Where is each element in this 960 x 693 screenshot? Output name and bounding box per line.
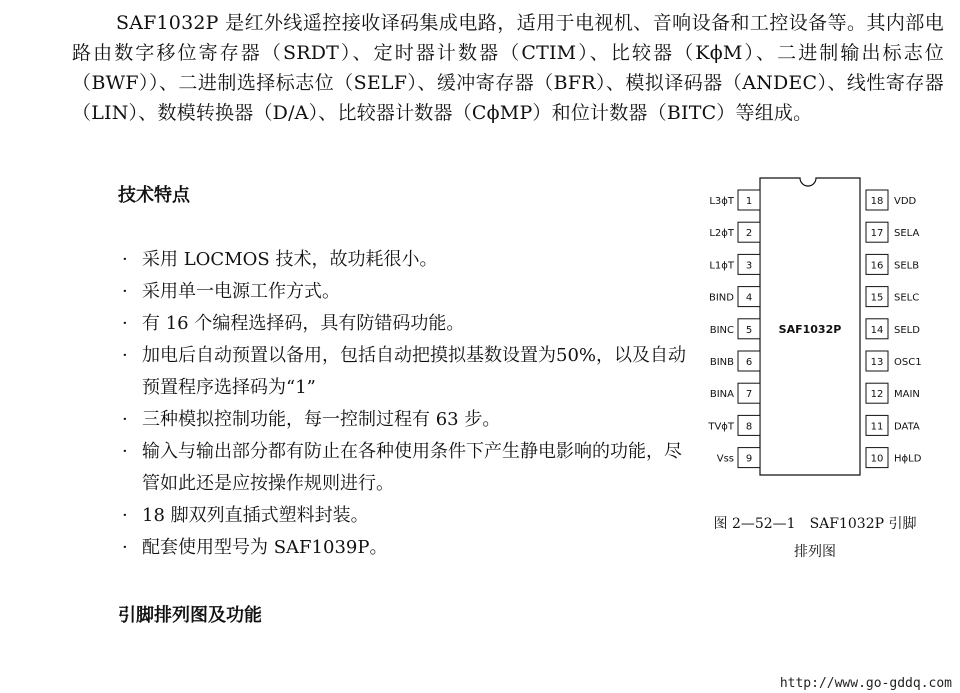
bullet: ·: [122, 441, 128, 462]
feature-item: [118, 500, 688, 532]
feature-text: 采用单一电源工作方式。: [142, 281, 340, 302]
bullet: ·: [122, 281, 128, 302]
pin-number: 15: [870, 292, 884, 304]
pin-number: 17: [870, 228, 884, 240]
caption-line: 排列图: [794, 544, 836, 560]
pinout-heading: 引脚排列图及功能: [118, 605, 262, 626]
chip-name: SAF1032P: [778, 323, 842, 336]
pin-number: 4: [745, 292, 753, 304]
feature-text: 采用 LOCMOS 技术，故功耗很小。: [142, 249, 438, 270]
pin-number: 8: [745, 421, 753, 433]
pin-number: 10: [870, 453, 884, 465]
watermark: http://www.go-gddq.com: [779, 676, 952, 691]
right-pin-group: [866, 190, 922, 468]
pin-number: 9: [745, 453, 753, 465]
feature-text: 配套使用型号为 SAF1039P。: [142, 537, 388, 558]
pin-label: L2ϕT: [709, 228, 734, 240]
pin-label: Vss: [716, 453, 734, 465]
pin-label: BINA: [709, 389, 734, 401]
pin-label: TVϕT: [708, 421, 734, 433]
pin-label: BINB: [709, 357, 734, 368]
caption-line: 图 2—52—1 SAF1032P 引脚: [713, 516, 917, 532]
pin-number: 5: [745, 324, 753, 336]
pin-label: VDD: [894, 196, 917, 207]
pin-number: 13: [870, 357, 884, 368]
figure-caption: [700, 510, 930, 566]
bullet: ·: [122, 313, 128, 334]
pin-number: 3: [745, 260, 753, 272]
bullet: ·: [122, 409, 128, 430]
pin-number: 12: [870, 389, 884, 401]
intro-paragraph: SAF1032P 是红外线遥控接收译码集成电路，适用于电视机、音响设备和工控设备等。其内部电路由数字移位寄存器（SRDT）、定时器计数器（CTIM）、比较器（KϕM）、二进制输出标志位（BWF））、二进制选择标志位（SELF）、缓冲寄存器（BFR）、模拟译码器（ANDEC）、线性寄存器（LIN）、数模转换器（D/A）、比较器计数器（CϕMP）和位计数器（BITC）等组成。: [72, 12, 944, 124]
pin-label: BIND: [709, 292, 734, 304]
pin-label: DATA: [894, 421, 920, 433]
pin-label: BINC: [709, 324, 734, 336]
bullet: ·: [122, 537, 128, 558]
feature-list: [118, 244, 688, 564]
feature-item: [118, 340, 688, 404]
pin-number: 1: [745, 196, 753, 207]
feature-text: 有 16 个编程选择码，具有防错码功能。: [142, 313, 465, 334]
pin-number: 11: [870, 421, 884, 433]
bullet: ·: [122, 505, 128, 526]
pin-label: HϕLD: [894, 453, 922, 465]
feature-item: [118, 276, 688, 308]
feature-item: [118, 308, 688, 340]
pin-number: 16: [870, 260, 884, 272]
bullet: ·: [122, 249, 128, 270]
pin-label: SELB: [894, 260, 920, 272]
pin-number: 14: [870, 324, 884, 336]
pin-label: MAIN: [894, 389, 920, 401]
pin-label: SELC: [894, 292, 920, 304]
feature-item: [118, 436, 688, 500]
pin-label: L1ϕT: [709, 260, 734, 272]
bullet: ·: [122, 345, 128, 366]
pin-number: 7: [745, 389, 753, 401]
pin-number: 6: [745, 357, 753, 368]
pin-label: SELA: [894, 228, 920, 240]
feature-text: 三种模拟控制功能，每一控制过程有 63 步。: [142, 409, 501, 430]
pin-number: 2: [745, 228, 753, 240]
feature-text: 输入与输出部分都有防止在各种使用条件下产生静电影响的功能，尽管如此还是应按操作规则进行。: [142, 441, 682, 494]
feature-item: [118, 404, 688, 436]
pin-label: SELD: [894, 324, 920, 336]
feature-text: 18 脚双列直插式塑料封装。: [142, 505, 369, 526]
feature-text: 加电后自动预置以备用，包括自动把摸拟基数设置为50%，以及自动预置程序选择码为“1”: [142, 345, 687, 398]
pin-label: L3ϕT: [709, 196, 734, 207]
features-heading: 技术特点: [118, 185, 190, 206]
pinout-diagram: [690, 170, 930, 490]
feature-item: [118, 532, 688, 564]
pin-number: 18: [870, 196, 884, 207]
left-pin-group: [707, 190, 760, 468]
feature-item: [118, 244, 688, 276]
pin-label: OSC1: [894, 357, 922, 368]
